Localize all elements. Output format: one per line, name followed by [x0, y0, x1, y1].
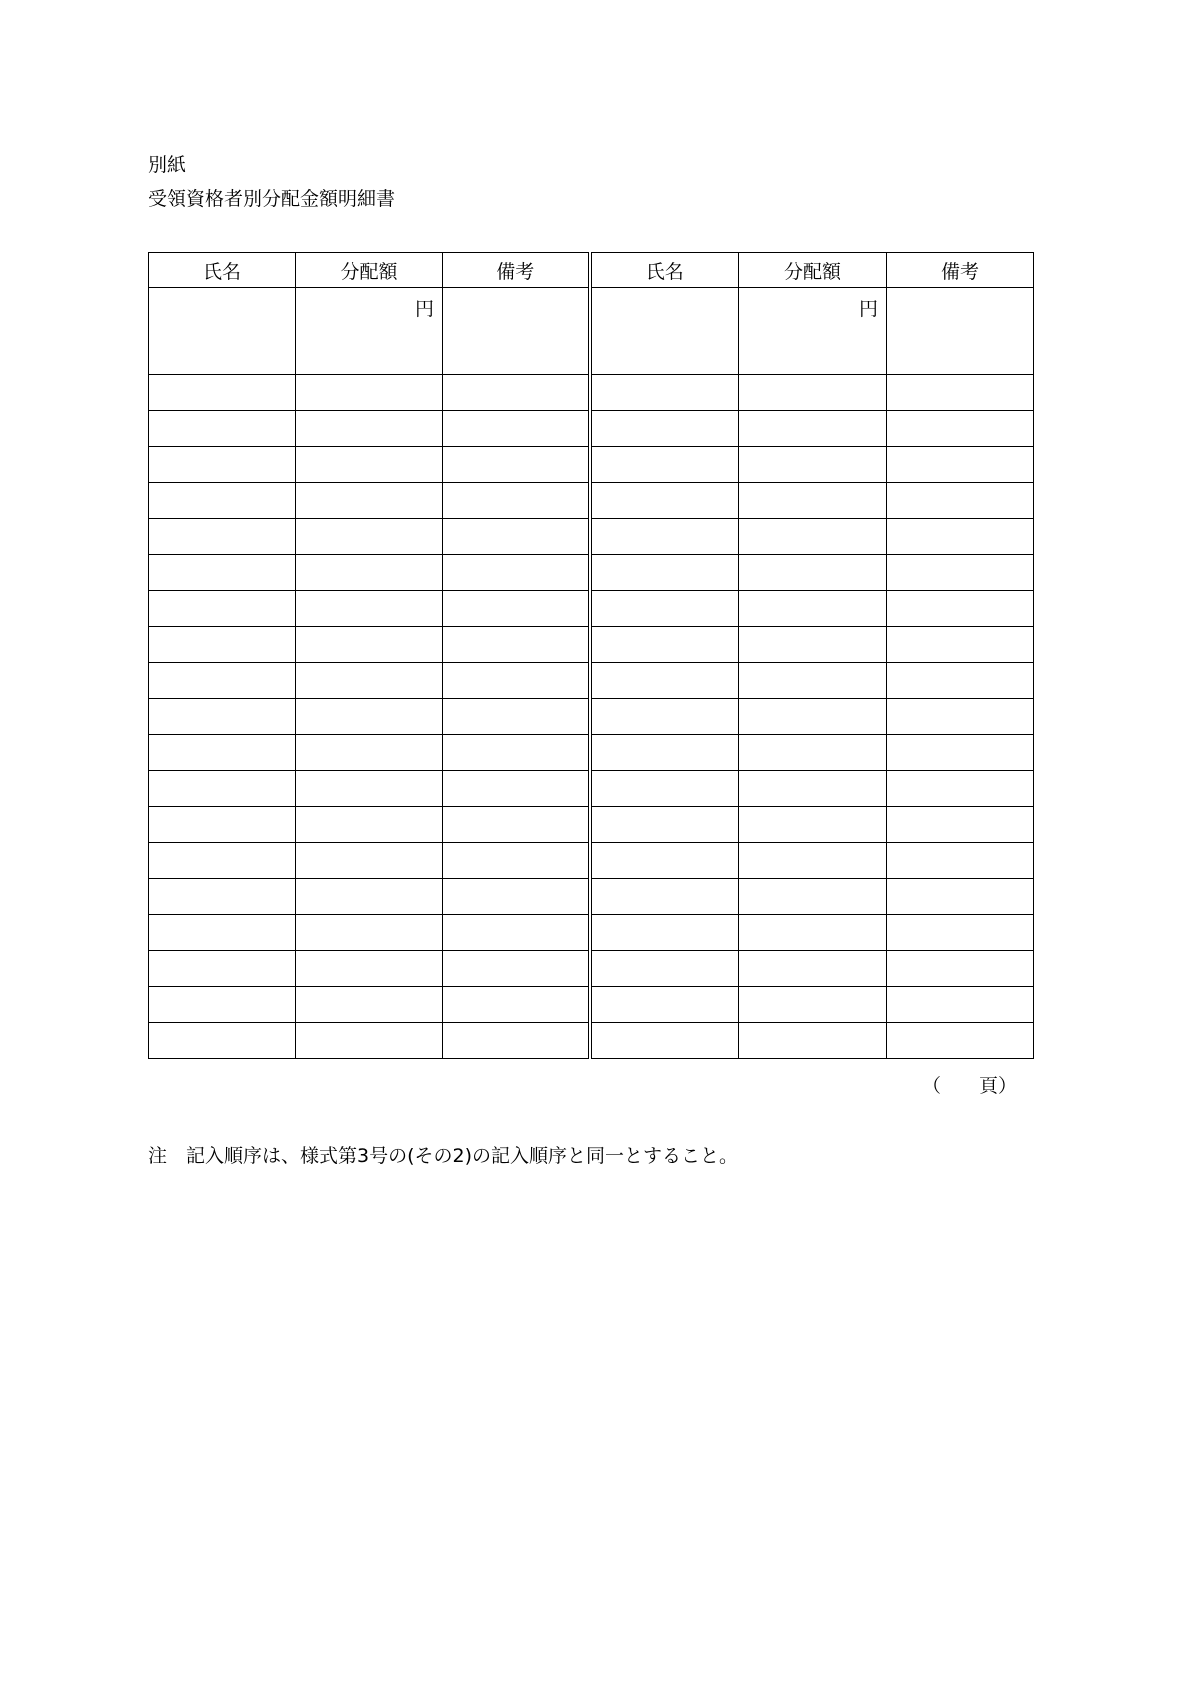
name-cell[interactable] — [590, 411, 739, 447]
table-row — [149, 699, 1034, 735]
name-cell[interactable] — [590, 555, 739, 591]
yen-unit: 円 — [414, 298, 434, 320]
remarks-cell[interactable] — [443, 447, 590, 483]
amount-cell[interactable] — [296, 288, 443, 375]
amount-cell[interactable] — [739, 987, 887, 1023]
amount-cell[interactable] — [739, 951, 887, 987]
table-row — [149, 987, 1034, 1023]
remarks-cell[interactable] — [887, 411, 1034, 447]
remarks-cell[interactable] — [443, 699, 590, 735]
name-cell[interactable] — [149, 735, 296, 771]
remarks-cell[interactable] — [887, 375, 1034, 411]
header-name: 氏名 — [590, 253, 739, 288]
remarks-cell[interactable] — [443, 735, 590, 771]
name-cell[interactable] — [590, 735, 739, 771]
name-cell[interactable] — [149, 915, 296, 951]
header-remarks: 備考 — [443, 253, 590, 288]
name-cell[interactable] — [590, 627, 739, 663]
name-cell[interactable] — [590, 288, 739, 375]
amount-cell[interactable] — [739, 843, 887, 879]
remarks-cell[interactable] — [887, 771, 1034, 807]
header-remarks: 備考 — [887, 253, 1034, 288]
remarks-cell[interactable] — [887, 483, 1034, 519]
amount-cell[interactable] — [296, 663, 443, 699]
remarks-cell[interactable] — [887, 1023, 1034, 1059]
name-cell[interactable] — [590, 843, 739, 879]
amount-cell[interactable] — [296, 375, 443, 411]
remarks-cell[interactable] — [887, 915, 1034, 951]
name-cell[interactable] — [149, 288, 296, 375]
name-cell[interactable] — [590, 519, 739, 555]
remarks-cell[interactable] — [443, 879, 590, 915]
amount-cell[interactable] — [739, 483, 887, 519]
amount-cell[interactable] — [296, 555, 443, 591]
name-cell[interactable] — [149, 807, 296, 843]
table-row — [149, 591, 1034, 627]
header-name: 氏名 — [149, 253, 296, 288]
name-cell[interactable] — [149, 843, 296, 879]
amount-cell[interactable] — [296, 447, 443, 483]
table-row — [149, 735, 1034, 771]
amount-cell[interactable] — [296, 771, 443, 807]
amount-cell[interactable] — [296, 951, 443, 987]
remarks-cell[interactable] — [443, 375, 590, 411]
remarks-cell[interactable] — [887, 987, 1034, 1023]
amount-cell[interactable] — [296, 411, 443, 447]
amount-cell[interactable] — [296, 843, 443, 879]
note-text: 注 記入順序は、様式第3号の(その2)の記入順序と同一とすること。 — [148, 1145, 739, 1167]
page-number-label: （ 頁） — [922, 1075, 1018, 1097]
name-cell[interactable] — [590, 879, 739, 915]
table-row — [149, 411, 1034, 447]
amount-cell[interactable] — [739, 1023, 887, 1059]
name-cell[interactable] — [149, 555, 296, 591]
amount-cell[interactable] — [296, 987, 443, 1023]
document-title: 受領資格者別分配金額明細書 — [148, 188, 396, 210]
remarks-cell[interactable] — [443, 807, 590, 843]
table-row — [149, 843, 1034, 879]
remarks-cell[interactable] — [887, 735, 1034, 771]
name-cell[interactable] — [149, 627, 296, 663]
remarks-cell[interactable] — [887, 843, 1034, 879]
name-cell[interactable] — [590, 663, 739, 699]
name-cell[interactable] — [149, 951, 296, 987]
table-row — [149, 375, 1034, 411]
name-cell[interactable] — [149, 663, 296, 699]
name-cell[interactable] — [149, 987, 296, 1023]
table-row — [149, 627, 1034, 663]
amount-cell[interactable] — [739, 771, 887, 807]
table-row — [149, 663, 1034, 699]
amount-cell[interactable] — [296, 519, 443, 555]
name-cell[interactable] — [590, 375, 739, 411]
remarks-cell[interactable] — [887, 288, 1034, 375]
amount-cell[interactable] — [739, 555, 887, 591]
remarks-cell[interactable] — [887, 699, 1034, 735]
remarks-cell[interactable] — [443, 591, 590, 627]
table-row — [149, 483, 1034, 519]
name-cell[interactable] — [149, 519, 296, 555]
name-cell[interactable] — [590, 771, 739, 807]
table-row — [149, 1023, 1034, 1059]
amount-cell[interactable] — [296, 627, 443, 663]
name-cell[interactable] — [590, 699, 739, 735]
attachment-label: 別紙 — [148, 154, 187, 176]
amount-cell[interactable] — [739, 411, 887, 447]
name-cell[interactable] — [590, 987, 739, 1023]
table-row — [149, 915, 1034, 951]
amount-cell[interactable] — [296, 1023, 443, 1059]
table-row — [149, 771, 1034, 807]
remarks-cell[interactable] — [887, 519, 1034, 555]
remarks-cell[interactable] — [887, 627, 1034, 663]
amount-cell[interactable] — [296, 915, 443, 951]
table-row — [149, 555, 1034, 591]
name-cell[interactable] — [149, 483, 296, 519]
name-cell[interactable] — [590, 447, 739, 483]
remarks-cell[interactable] — [443, 1023, 590, 1059]
amount-cell[interactable] — [739, 591, 887, 627]
name-cell[interactable] — [590, 1023, 739, 1059]
amount-cell[interactable] — [739, 879, 887, 915]
remarks-cell[interactable] — [443, 771, 590, 807]
name-cell[interactable] — [590, 951, 739, 987]
name-cell[interactable] — [149, 699, 296, 735]
name-cell[interactable] — [590, 591, 739, 627]
remarks-cell[interactable] — [887, 555, 1034, 591]
name-cell[interactable] — [149, 375, 296, 411]
table-row — [149, 807, 1034, 843]
amount-cell[interactable] — [739, 663, 887, 699]
amount-cell[interactable] — [296, 699, 443, 735]
remarks-cell[interactable] — [443, 843, 590, 879]
remarks-cell[interactable] — [443, 288, 590, 375]
name-cell[interactable] — [149, 771, 296, 807]
header-row — [149, 253, 1034, 288]
amount-cell[interactable] — [296, 879, 443, 915]
header-amount: 分配額 — [739, 253, 887, 288]
remarks-cell[interactable] — [887, 807, 1034, 843]
table-row — [149, 288, 1034, 375]
remarks-cell[interactable] — [443, 483, 590, 519]
amount-cell[interactable] — [739, 519, 887, 555]
remarks-cell[interactable] — [443, 627, 590, 663]
remarks-cell[interactable] — [443, 555, 590, 591]
distribution-table — [148, 252, 1034, 1059]
name-cell[interactable] — [149, 411, 296, 447]
name-cell[interactable] — [149, 879, 296, 915]
amount-cell[interactable] — [296, 735, 443, 771]
table-row — [149, 519, 1034, 555]
remarks-cell[interactable] — [887, 879, 1034, 915]
remarks-cell[interactable] — [443, 951, 590, 987]
amount-cell[interactable] — [296, 483, 443, 519]
yen-unit: 円 — [858, 298, 878, 320]
name-cell[interactable] — [149, 447, 296, 483]
remarks-cell[interactable] — [887, 663, 1034, 699]
remarks-cell[interactable] — [443, 915, 590, 951]
amount-cell[interactable] — [296, 807, 443, 843]
remarks-cell[interactable] — [887, 447, 1034, 483]
amount-cell[interactable] — [739, 627, 887, 663]
amount-cell[interactable] — [739, 915, 887, 951]
name-cell[interactable] — [590, 807, 739, 843]
name-cell[interactable] — [590, 915, 739, 951]
amount-cell[interactable] — [739, 447, 887, 483]
amount-cell[interactable] — [739, 735, 887, 771]
amount-cell[interactable] — [739, 807, 887, 843]
name-cell[interactable] — [590, 483, 739, 519]
amount-cell[interactable] — [296, 591, 443, 627]
remarks-cell[interactable] — [443, 411, 590, 447]
name-cell[interactable] — [149, 591, 296, 627]
remarks-cell[interactable] — [443, 519, 590, 555]
amount-cell[interactable] — [739, 699, 887, 735]
table-row — [149, 951, 1034, 987]
remarks-cell[interactable] — [443, 987, 590, 1023]
remarks-cell[interactable] — [443, 663, 590, 699]
table-row — [149, 879, 1034, 915]
remarks-cell[interactable] — [887, 951, 1034, 987]
header-amount: 分配額 — [296, 253, 443, 288]
amount-cell[interactable] — [739, 288, 887, 375]
name-cell[interactable] — [149, 1023, 296, 1059]
remarks-cell[interactable] — [887, 591, 1034, 627]
table-row — [149, 447, 1034, 483]
amount-cell[interactable] — [739, 375, 887, 411]
